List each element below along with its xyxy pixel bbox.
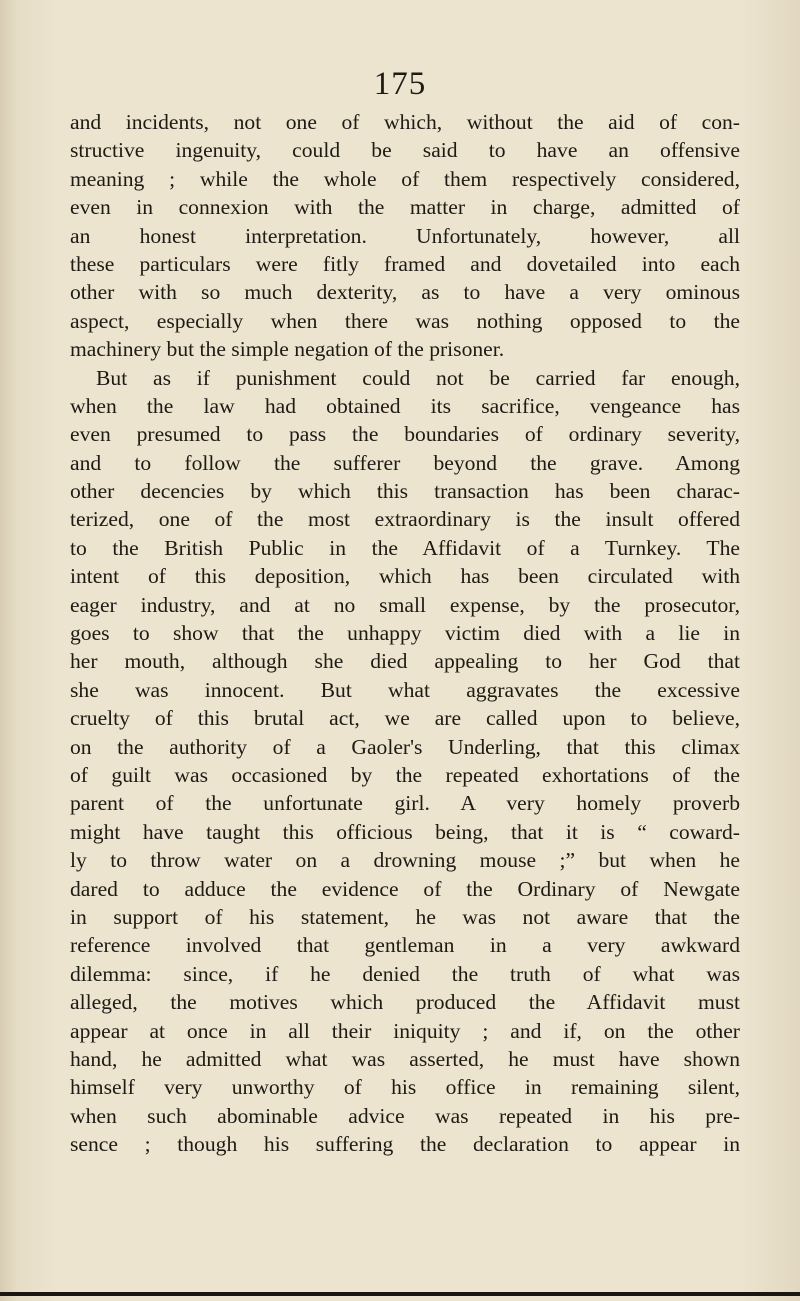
text-line: these particulars were fitly framed and dovetailed into each (70, 251, 740, 276)
text-line: cruelty of this brutal act, we are called upon to believe, (70, 706, 740, 731)
text-line: structive ingenuity, could be said to have an offensive (70, 138, 740, 163)
text-line: she was innocent. But what aggravates the excessive (70, 677, 740, 702)
text-line: alleged, the motives which produced the Affidavit must (70, 990, 740, 1015)
text-line: and to follow the sufferer beyond the grave. Among (70, 450, 740, 475)
text-line: ly to throw water on a drowning mouse ;” but when he (70, 848, 740, 873)
text-line: an honest interpretation. Unfortunately, however, all (70, 223, 740, 248)
text-line: intent of this deposition, which has been circulated with (70, 564, 740, 589)
text-line: hand, he admitted what was asserted, he must have shown (70, 1046, 740, 1071)
text-line: when the law had obtained its sacrifice, vengeance has (70, 393, 740, 418)
text-line: goes to show that the unhappy victim died with a lie in (70, 621, 740, 646)
text-line: when such abominable advice was repeated in his pre- (70, 1103, 740, 1128)
text-line: and incidents, not one of which, without the aid of con- (70, 110, 740, 134)
text-line: himself very unworthy of his office in remaining silent, (70, 1075, 740, 1100)
bottom-rule (0, 1292, 800, 1296)
text-line: aspect, especially when there was nothing opposed to the (70, 308, 740, 333)
text-line: But as if punishment could not be carried far enough, (96, 365, 740, 390)
text-line: dilemma: since, if he denied the truth of what was (70, 961, 740, 986)
body-text (70, 108, 740, 1158)
text-line: her mouth, although she died appealing to her God that (70, 649, 740, 674)
text-line: even presumed to pass the boundaries of ordinary severity, (70, 422, 740, 447)
text-line: other decencies by which this transaction has been charac- (70, 479, 740, 504)
text-line: to the British Public in the Affidavit of a Turnkey. The (70, 535, 740, 560)
text-line: even in connexion with the matter in charge, admitted of (70, 195, 740, 220)
text-line: on the authority of a Gaoler's Underling, that this climax (70, 734, 740, 759)
text-line: meaning ; while the whole of them respectively considered, (70, 166, 740, 191)
text-line: appear at once in all their iniquity ; and if, on the other (70, 1018, 740, 1043)
text-line: terized, one of the most extraordinary is the insult offered (70, 507, 740, 532)
text-line: reference involved that gentleman in a very awkward (70, 933, 740, 958)
page-number: 175 (373, 66, 427, 102)
text-line: other with so much dexterity, as to have a very ominous (70, 280, 740, 305)
text-line: eager industry, and at no small expense, by the prosecutor, (70, 592, 740, 617)
text-line: in support of his statement, he was not aware that the (70, 904, 740, 929)
text-line: parent of the unfortunate girl. A very homely proverb (70, 791, 740, 816)
text-line: might have taught this officious being, that it is “ coward- (70, 819, 740, 844)
text-line: sence ; though his suffering the declaration to appear in (70, 1132, 740, 1157)
text-line: machinery but the simple negation of the prisoner. (70, 337, 505, 362)
text-line: of guilt was occasioned by the repeated exhortations of the (70, 762, 740, 787)
text-line: dared to adduce the evidence of the Ordinary of Newgate (70, 876, 740, 901)
